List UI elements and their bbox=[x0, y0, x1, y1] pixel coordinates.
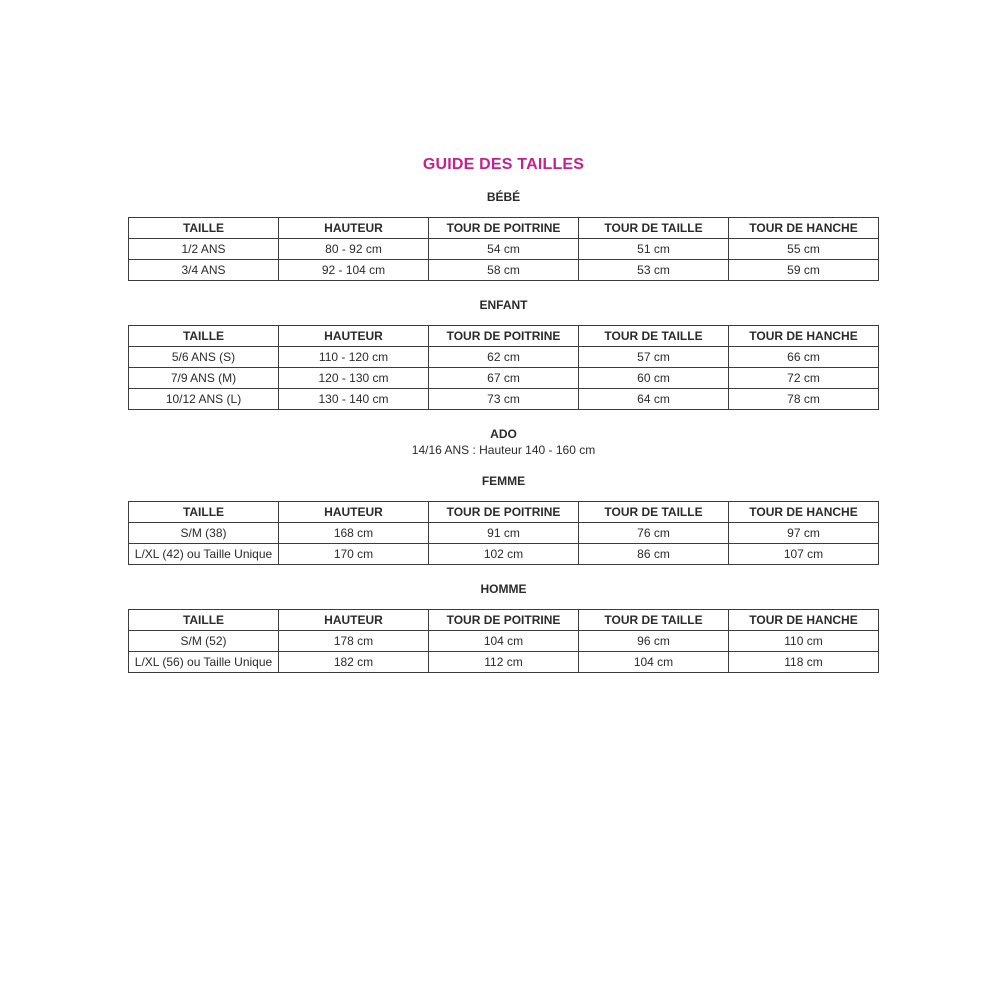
section-femme bbox=[128, 474, 879, 565]
header-row bbox=[129, 326, 879, 347]
size-cell: 104 cm bbox=[579, 652, 729, 673]
table-row bbox=[129, 368, 879, 389]
size-cell: 130 - 140 cm bbox=[279, 389, 429, 410]
size-cell: 102 cm bbox=[429, 544, 579, 565]
column-header: TOUR DE HANCHE bbox=[729, 502, 879, 523]
header-row bbox=[129, 218, 879, 239]
size-cell: 59 cm bbox=[729, 260, 879, 281]
size-cell: 1/2 ANS bbox=[129, 239, 279, 260]
size-cell: 73 cm bbox=[429, 389, 579, 410]
header-row bbox=[129, 610, 879, 631]
section-enfant bbox=[128, 298, 879, 410]
table-row bbox=[129, 239, 879, 260]
size-cell: 58 cm bbox=[429, 260, 579, 281]
size-cell: 62 cm bbox=[429, 347, 579, 368]
size-table-homme bbox=[128, 609, 879, 673]
column-header: HAUTEUR bbox=[279, 610, 429, 631]
size-guide-page bbox=[128, 157, 879, 673]
column-header: TOUR DE POITRINE bbox=[429, 502, 579, 523]
size-cell: 10/12 ANS (L) bbox=[129, 389, 279, 410]
column-header: TOUR DE TAILLE bbox=[579, 610, 729, 631]
table-row bbox=[129, 260, 879, 281]
size-cell: 54 cm bbox=[429, 239, 579, 260]
column-header: TOUR DE POITRINE bbox=[429, 610, 579, 631]
column-header: TOUR DE TAILLE bbox=[579, 218, 729, 239]
size-cell: S/M (52) bbox=[129, 631, 279, 652]
size-cell: 53 cm bbox=[579, 260, 729, 281]
size-table-femme bbox=[128, 501, 879, 565]
size-cell: 104 cm bbox=[429, 631, 579, 652]
table-row bbox=[129, 389, 879, 410]
header-row bbox=[129, 502, 879, 523]
size-cell: 78 cm bbox=[729, 389, 879, 410]
column-header: TOUR DE POITRINE bbox=[429, 326, 579, 347]
size-cell: 120 - 130 cm bbox=[279, 368, 429, 389]
size-cell: 91 cm bbox=[429, 523, 579, 544]
size-cell: 7/9 ANS (M) bbox=[129, 368, 279, 389]
size-cell: S/M (38) bbox=[129, 523, 279, 544]
size-cell: 107 cm bbox=[729, 544, 879, 565]
size-cell: 67 cm bbox=[429, 368, 579, 389]
size-cell: 182 cm bbox=[279, 652, 429, 673]
section-heading: FEMME bbox=[481, 474, 526, 488]
size-table-enfant bbox=[128, 325, 879, 410]
size-cell: L/XL (42) ou Taille Unique bbox=[129, 544, 279, 565]
section-heading: HOMME bbox=[480, 582, 527, 596]
size-table-bebe bbox=[128, 217, 879, 281]
size-cell: 51 cm bbox=[579, 239, 729, 260]
section-ado bbox=[128, 427, 879, 457]
sections-container bbox=[128, 190, 879, 673]
size-cell: 66 cm bbox=[729, 347, 879, 368]
size-cell: 76 cm bbox=[579, 523, 729, 544]
section-note: 14/16 ANS : Hauteur 140 - 160 cm bbox=[411, 443, 596, 457]
size-cell: 118 cm bbox=[729, 652, 879, 673]
column-header: TOUR DE HANCHE bbox=[729, 610, 879, 631]
size-cell: 168 cm bbox=[279, 523, 429, 544]
size-cell: 110 - 120 cm bbox=[279, 347, 429, 368]
column-header: TOUR DE HANCHE bbox=[729, 326, 879, 347]
column-header: TOUR DE HANCHE bbox=[729, 218, 879, 239]
size-cell: 170 cm bbox=[279, 544, 429, 565]
section-heading: ADO bbox=[490, 427, 517, 441]
section-homme bbox=[128, 582, 879, 673]
column-header: HAUTEUR bbox=[279, 326, 429, 347]
section-bebe bbox=[128, 190, 879, 281]
column-header: TAILLE bbox=[129, 610, 279, 631]
size-cell: 55 cm bbox=[729, 239, 879, 260]
size-cell: 3/4 ANS bbox=[129, 260, 279, 281]
section-heading: ENFANT bbox=[479, 298, 528, 312]
size-cell: L/XL (56) ou Taille Unique bbox=[129, 652, 279, 673]
column-header: TAILLE bbox=[129, 218, 279, 239]
column-header: HAUTEUR bbox=[279, 218, 429, 239]
size-cell: 57 cm bbox=[579, 347, 729, 368]
table-row bbox=[129, 631, 879, 652]
size-cell: 92 - 104 cm bbox=[279, 260, 429, 281]
section-heading: BÉBÉ bbox=[486, 190, 521, 204]
column-header: TOUR DE TAILLE bbox=[579, 326, 729, 347]
table-row bbox=[129, 652, 879, 673]
table-row bbox=[129, 544, 879, 565]
table-row bbox=[129, 523, 879, 544]
size-cell: 178 cm bbox=[279, 631, 429, 652]
column-header: TOUR DE TAILLE bbox=[579, 502, 729, 523]
size-cell: 97 cm bbox=[729, 523, 879, 544]
size-cell: 86 cm bbox=[579, 544, 729, 565]
size-cell: 80 - 92 cm bbox=[279, 239, 429, 260]
table-row bbox=[129, 347, 879, 368]
page-title: GUIDE DES TAILLES bbox=[422, 156, 585, 173]
size-cell: 110 cm bbox=[729, 631, 879, 652]
column-header: HAUTEUR bbox=[279, 502, 429, 523]
size-cell: 60 cm bbox=[579, 368, 729, 389]
size-cell: 5/6 ANS (S) bbox=[129, 347, 279, 368]
column-header: TAILLE bbox=[129, 326, 279, 347]
size-cell: 72 cm bbox=[729, 368, 879, 389]
size-cell: 64 cm bbox=[579, 389, 729, 410]
column-header: TAILLE bbox=[129, 502, 279, 523]
column-header: TOUR DE POITRINE bbox=[429, 218, 579, 239]
size-cell: 96 cm bbox=[579, 631, 729, 652]
size-cell: 112 cm bbox=[429, 652, 579, 673]
